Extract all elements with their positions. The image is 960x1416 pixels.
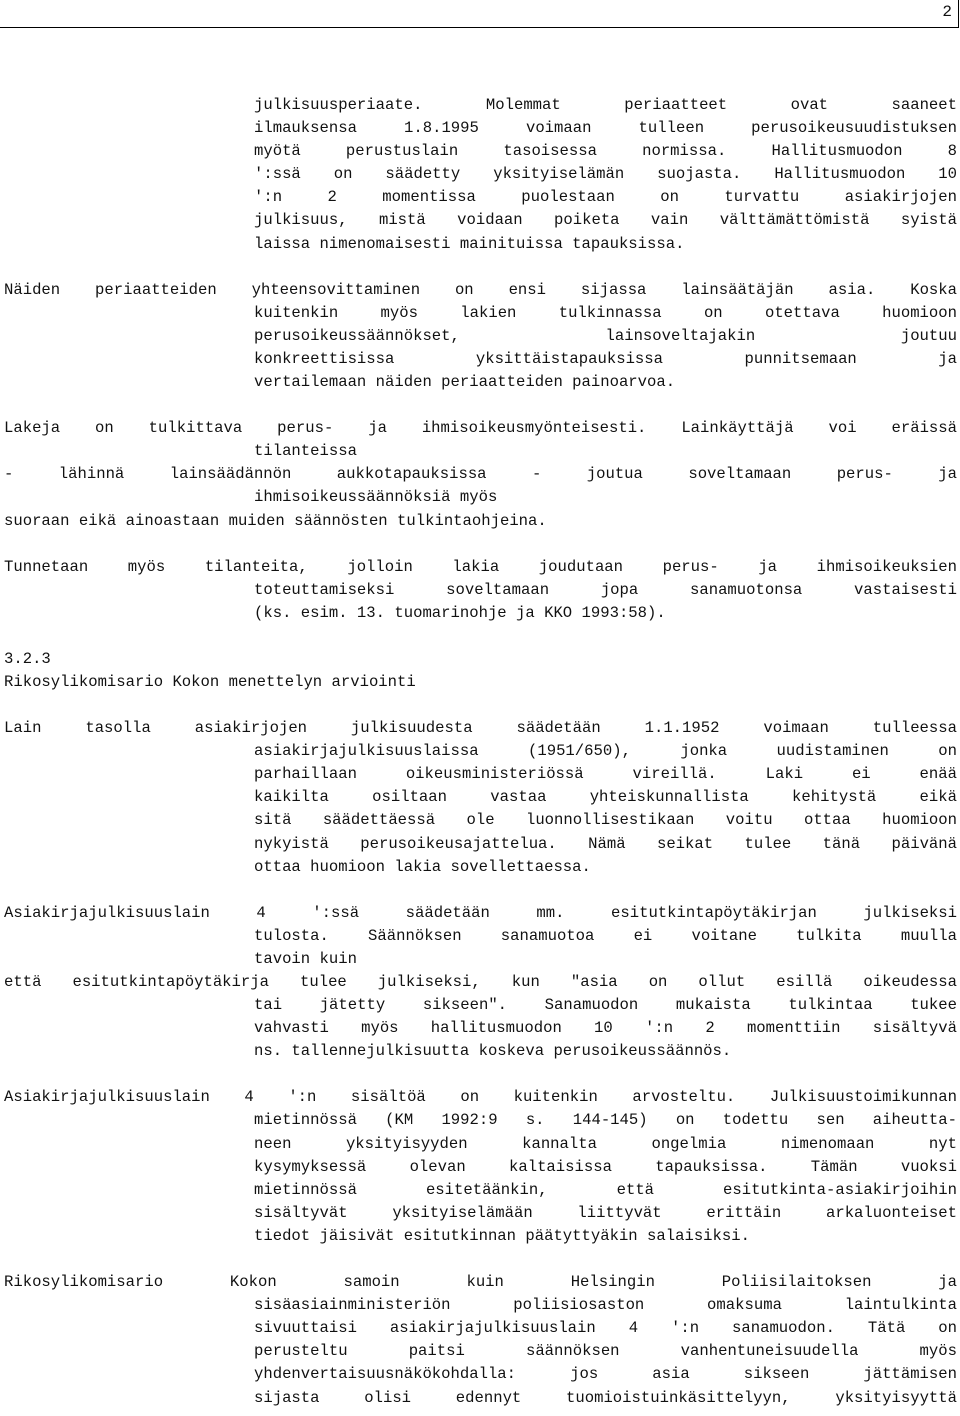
document-body <box>4 94 957 1410</box>
paragraph-gap <box>4 1248 957 1271</box>
text-line: Rikosylikomisario Kokon menettelyn arviointi <box>4 672 416 691</box>
text-line: ilmauksensa 1.8.1995 voimaan tulleen perusoikeusuudistuksen <box>254 119 957 138</box>
text-line: konkreettisissa yksittäistapauksissa punnitsemaan ja <box>254 349 957 368</box>
text-line: tilanteissa <box>254 442 357 461</box>
text-line: kuitenkin myös lakien tulkinnassa on otettava huomioon <box>254 303 957 322</box>
text-line: - lähinnä lainsäädännön aukkotapauksissa - joutua soveltamaan perus- ja <box>4 465 957 484</box>
text-line: 3.2.3 <box>4 649 51 668</box>
text-line: nykyistä perusoikeusajattelua. Nämä seikat tulee tänä päivänä <box>254 834 957 853</box>
paragraph-gap <box>4 533 957 556</box>
paragraph <box>4 648 957 694</box>
text-line: Asiakirjajulkisuuslain 4 ':n sisältöä on kuitenkin arvosteltu. Julkisuustoimikunnan <box>4 1088 957 1107</box>
paragraph <box>4 1086 957 1248</box>
text-line: neen yksityisyyden kannalta ongelmia nimenomaan nyt <box>254 1134 957 1153</box>
paragraph <box>4 94 957 256</box>
paragraph <box>4 902 957 1064</box>
paragraph-gap <box>4 879 957 902</box>
text-line: Rikosylikomisario Kokon samoin kuin Helsingin Poliisilaitoksen ja <box>4 1273 957 1292</box>
text-line: ':ssä on säädetty yksityiselämän suojasta. Hallitusmuodon 10 <box>254 165 957 184</box>
text-line: julkisuus, mistä voidaan poiketa vain välttämättömistä syistä <box>254 211 957 230</box>
text-line: sijasta olisi edennyt tuomioistuinkäsittelyyn, yksityisyyttä <box>254 1388 957 1407</box>
text-line: perusteltu paitsi säännöksen vanhentuneisuudella myös <box>254 1342 957 1361</box>
text-line: vertailemaan näiden periaatteiden painoarvoa. <box>254 373 676 392</box>
text-line: tavoin kuin <box>254 949 357 968</box>
paragraph <box>4 417 957 532</box>
text-line: sisäasiainministeriön poliisiosaston omaksuma laintulkinta <box>254 1296 957 1315</box>
text-line: suoraan eikä ainoastaan muiden säännösten tulkintaohjeina. <box>4 511 547 530</box>
paragraph <box>4 279 957 394</box>
text-line: Asiakirjajulkisuuslain 4 ':ssä säädetään mm. esitutkintapöytäkirjan julkiseksi <box>4 903 957 922</box>
text-line: parhaillaan oikeusministeriössä vireillä. Laki ei enää <box>254 765 957 784</box>
text-line: julkisuusperiaate. Molemmat periaatteet ovat saaneet <box>254 96 957 114</box>
text-line: Tunnetaan myös tilanteita, jolloin lakia joudutaan perus- ja ihmisoikeuksien <box>4 557 957 576</box>
paragraph <box>4 1271 957 1410</box>
text-line: ns. tallennejulkisuutta koskeva perusoikeussäännös. <box>254 1042 732 1061</box>
text-line: kaikilta osiltaan vastaa yhteiskunnallista kehitystä eikä <box>254 788 957 807</box>
text-line: ottaa huomioon lakia sovellettaessa. <box>254 857 591 876</box>
paragraph <box>4 717 957 879</box>
text-line: (ks. esim. 13. tuomarinohje ja KKO 1993:58). <box>254 603 666 622</box>
paragraph <box>4 556 957 625</box>
text-line: perusoikeussäännökset, lainsoveltajakin joutuu <box>254 326 957 345</box>
text-line: myötä perustuslain tasoisessa normissa. Hallitusmuodon 8 <box>254 142 957 161</box>
text-line: mietinnössä (KM 1992:9 s. 144-145) on todettu sen aiheutta- <box>254 1111 957 1130</box>
text-line: tiedot jäisivät esitutkinnan päätyttyäkin salaisiksi. <box>254 1226 750 1245</box>
text-line: sisältyvät yksityiselämään liittyvät erittäin arkaluonteiset <box>254 1203 957 1222</box>
text-line: tai jätetty sikseen". Sanamuodon mukaista tulkintaa tukee <box>254 996 957 1015</box>
text-line: ihmisoikeussäännöksiä myös <box>254 488 498 507</box>
text-line: Lain tasolla asiakirjojen julkisuudesta säädetään 1.1.1952 voimaan tulleessa <box>4 719 957 738</box>
page-number: 2 <box>942 3 952 21</box>
text-line: vahvasti myös hallitusmuodon 10 ':n 2 momenttiin sisältyvä <box>254 1019 957 1038</box>
text-line: kysymyksessä olevan kaltaisissa tapauksissa. Tämän vuoksi <box>254 1157 957 1176</box>
paragraph-gap <box>4 625 957 648</box>
text-line: mietinnössä esitetäänkin, että esitutkinta-asiakirjoihin <box>254 1180 957 1199</box>
text-line: sitä säädettäessä ole luonnollisestikaan voitu ottaa huomioon <box>254 811 957 830</box>
paragraph-gap <box>4 394 957 417</box>
text-line: että esitutkintapöytäkirja tulee julkiseksi, kun "asia on ollut esillä oikeudessa <box>4 973 957 991</box>
text-line: toteuttamiseksi soveltamaan jopa sanamuotonsa vastaisesti <box>254 580 957 599</box>
text-line: laissa nimenomaisesti mainituissa tapauksissa. <box>254 234 685 253</box>
page-header-box <box>0 0 959 28</box>
text-line: Lakeja on tulkittava perus- ja ihmisoikeusmyönteisesti. Lainkäyttäjä voi eräissä <box>4 419 957 438</box>
text-line: Näiden periaatteiden yhteensovittaminen on ensi sijassa lainsäätäjän asia. Koska <box>4 280 957 299</box>
paragraph-gap <box>4 1063 957 1086</box>
text-line: yhdenvertaisuusnäkökohdalla: jos asia sikseen jättämisen <box>254 1365 957 1384</box>
paragraph-gap <box>4 694 957 717</box>
text-line: tulosta. Säännöksen sanamuotoa ei voitane tulkita muulla <box>254 926 957 945</box>
text-line: asiakirjajulkisuuslaissa (1951/650), jonka uudistaminen on <box>254 742 957 761</box>
text-line: sivuuttaisi asiakirjajulkisuuslain 4 ':n sanamuodon. Tätä on <box>254 1319 957 1338</box>
text-line: ':n 2 momentissa puolestaan on turvattu asiakirjojen <box>254 188 957 207</box>
paragraph-gap <box>4 256 957 279</box>
